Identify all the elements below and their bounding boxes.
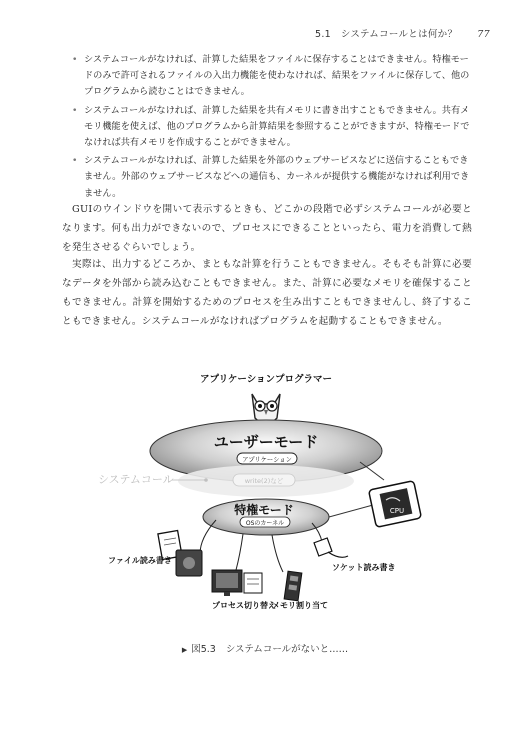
body-paragraph: 実際は、出力するどころか、まともな計算を行うこともできません。そもそも計算に必要なデータを外部から読み込むこともできません。また、計算に必要なメモリを確保することもできません。計算を開始するためのプロセスを生み出すこともできませんし、終了することもできません。システムコールがなければプログラムを起動することもできません。 <box>62 259 472 328</box>
kernel-tag-label: OSのカーネル <box>245 520 285 527</box>
programmer-label: アプリケーションプログラマー <box>199 374 333 385</box>
application-tag-label: アプリケーション <box>242 456 292 464</box>
socket-illustration <box>314 538 348 557</box>
file-io-label: ファイル読み書き <box>108 556 172 565</box>
caption-text: システムコールがないと…… <box>225 644 349 655</box>
cpu-label: CPU <box>389 507 405 515</box>
section-title: 5.1 システムコールとは何か？ <box>315 29 458 40</box>
body-paragraph: GUIのウインドウを開いて表示するときも、どこかの段階で必ずシステムコールが必要となります。何も出力ができないので、プロセスにできることといったら、電力を消費して熱を発生させるぐらいでしょう。 <box>62 204 472 254</box>
figure-diagram <box>0 360 530 660</box>
write-call-label: write(2)など <box>244 477 284 485</box>
system-call-label: システムコール <box>98 473 174 486</box>
socket-io-label: ソケット読み書き <box>332 563 396 572</box>
figure-caption <box>0 641 530 655</box>
process-switch-label: プロセス切り替え <box>212 601 276 610</box>
bullet-list <box>70 52 470 204</box>
triangle-icon: ▶ <box>181 646 188 654</box>
page-number: 77 <box>477 29 490 40</box>
bullet-item: • システムコールがなければ、計算した結果を外部のウェブサービスなどに送信することもできません。外部のウェブサービスなどへの通信も、カーネルが提供する機能がなければ利用できません。 <box>70 153 470 202</box>
user-mode-label: ユーザーモード <box>213 433 319 451</box>
kernel-mode-label: 特権モード <box>234 503 294 517</box>
bullet-item: • システムコールがなければ、計算した結果をファイルに保存することはできません。特権モードのみで許可されるファイルの入出力機能を使わなければ、結果をファイルに保存して、他のプログラムから読むことはできません。 <box>70 52 470 101</box>
figure-number: 図5.3 <box>191 644 216 655</box>
running-header <box>315 26 490 40</box>
cpu-illustration <box>369 481 422 528</box>
memory-alloc-label: メモリ割り当て <box>272 601 328 610</box>
memory-illustration <box>284 571 302 601</box>
file-io-illustration <box>158 530 202 576</box>
process-switch-illustration <box>212 570 262 596</box>
bullet-item: • システムコールがなければ、計算した結果を共有メモリに書き出すこともできません。共有メモリ機能を使えば、他のプログラムから計算結果を参照することができますが、特権モードでなければ共有メモリを作成することができません。 <box>70 103 470 152</box>
